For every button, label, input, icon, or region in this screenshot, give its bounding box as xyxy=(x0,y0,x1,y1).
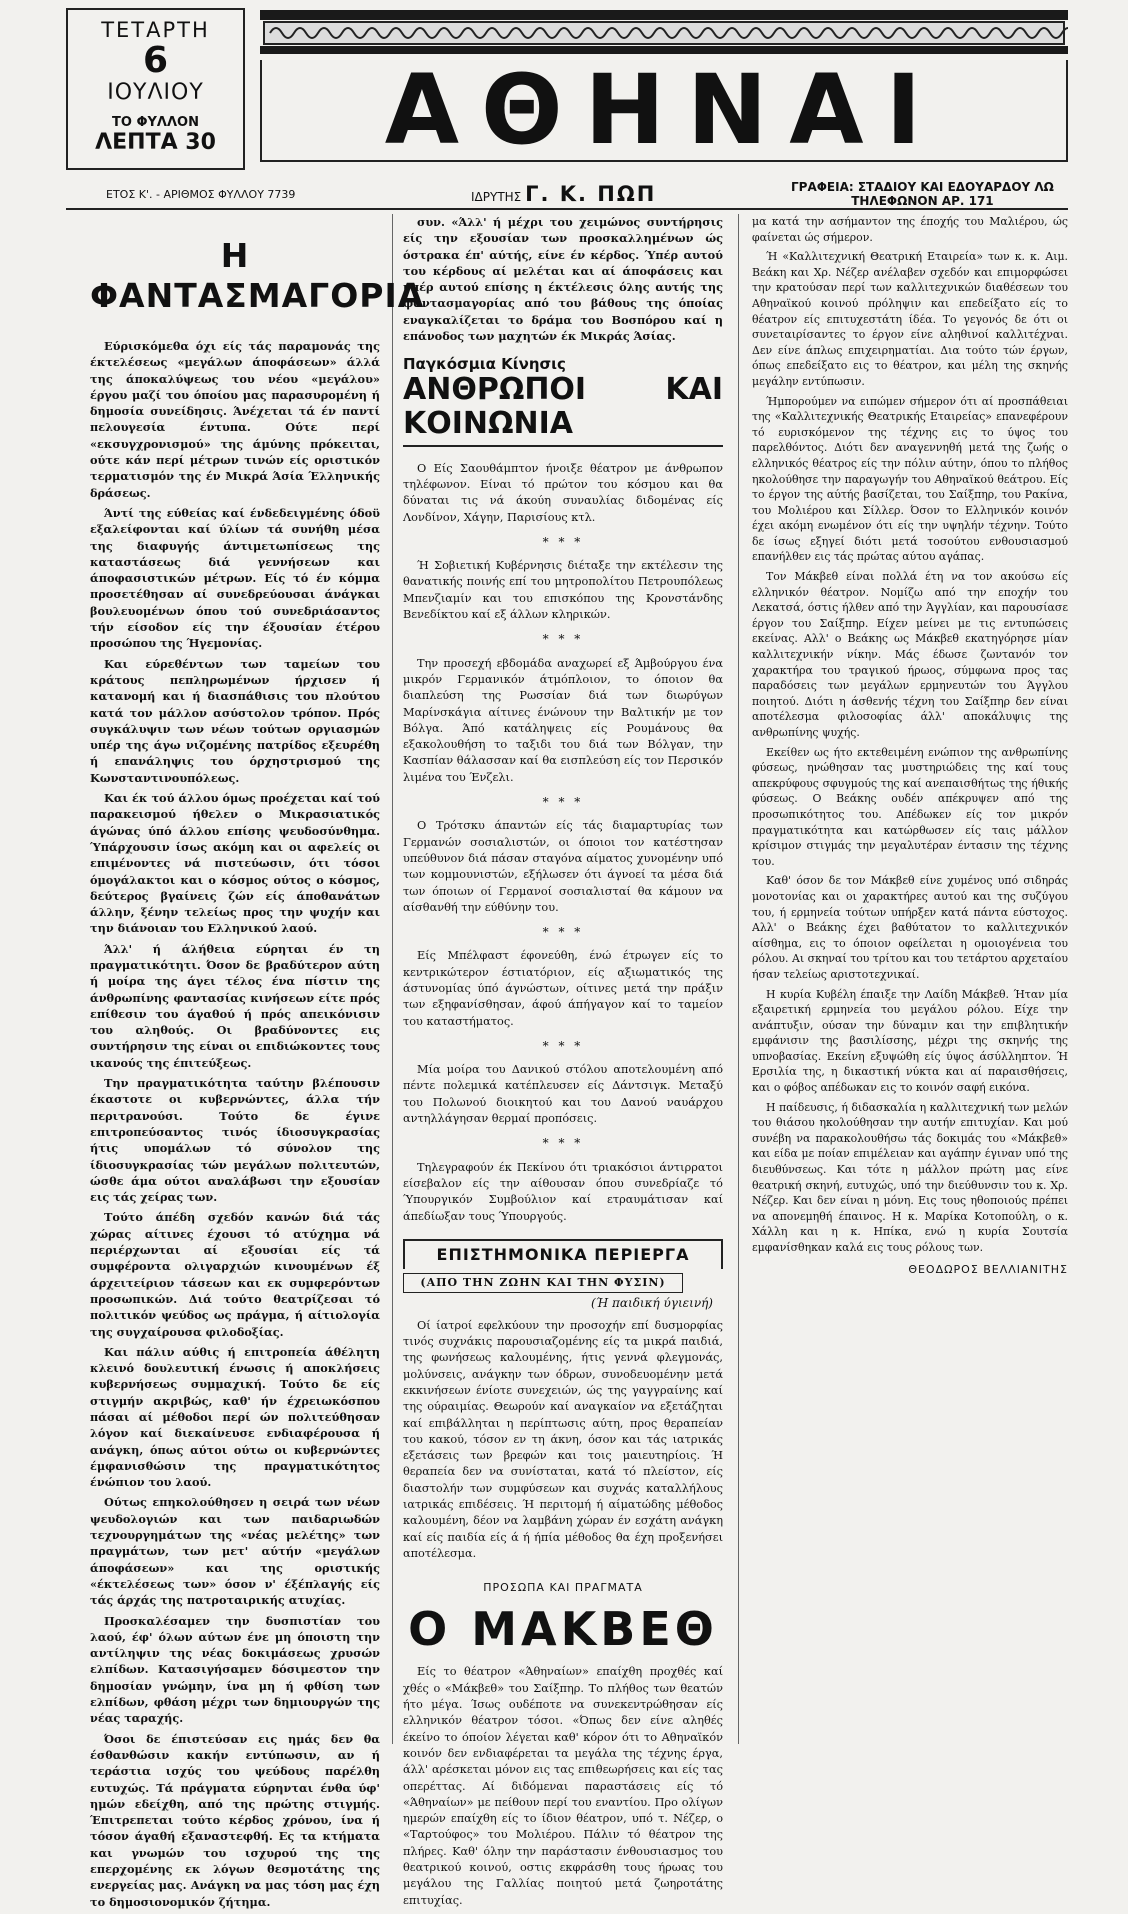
science-text: Οί ίατροί εφελκύουν την προσοχήν επί δυσμορφίας τινός συχνάκις παρουσιαζομένης είς τα μικρά παιδιά, της φωνήσεως καλουμένης, ήτις γεννά φλεγμονάς, μολύνσεις, ανάγκην των όδρων, συνοδευομένην μετά εκκινήσεων ένίοτε συνεχειών, ώς της γαγγραίνης καί της ούραιμίας. Θεωρούν καί αναγκαίον να εξετάζηται καί επιβάλληται η περίπτωσις αύτη, προς θεραπείαν του κακού, τόσον εν τη άκνη, όσον και τάς ιατρικάς εξετάσεις των βρεφών και τοις μαιευτηρίοις. Ή θεραπεία δεν να συνίσταται, κατά τό πλείστον, είς διαστολήν των συμφύσεων και συχνάς καταλλήλους ιατρικάς επιδέσεις. Ή περιτομή ή αίματώδης μέθοδος καλουμένη, δέον να λαμβάνη χώραν έν εσχάτη ανάγκη καί είς παιδία είς ά ή ήπία μέθοδος θα έχη προξενήσει αποτέλεσμα. xyxy=(403,1318,723,1560)
news-item: Τηλεγραφούν έκ Πεκίνου ότι τριακόσιοι άντιρρατοι είσεβαλον είς την αίθουσαν όπου συνεδρίαζε τό Ύπουργικόν Συμβούλιον καί ετραυμάτισαν καί άπεδίωξαν τους Ύπουργούς. xyxy=(403,1160,723,1223)
editorial-paragraph: Άντί της εύθείας καί ένδεδειγμένης όδοϋ εξαλείφονται καί ύλίων τά συνήθη μέσα της διαφυγής άντιμετωπίσεως της καταστάσεως διά γεννήσεων και άποφασιστικών μέτρων. Είς τό έν κόμμα προσετέθησαν αί συνεδρεύουσαι άνάγκαι βουλευομένων όπου τού συνεδριάσαντος τήν είσοδον είς την έξουσίαν έτέρου προσώπου της Ήγεμονίας. xyxy=(90,505,380,651)
founder-name: Γ. Κ. ΠΩΠ xyxy=(525,182,657,206)
review-paragraph: Ή «Καλλιτεχνική Θεατρική Εταιρεία» των κ. κ. Αιμ. Βεάκη και Χρ. Νέζερ ανέλαβεν σχεδόν και επιμορφώσει την κρατούσαν περί των καλλιτεχνικών διαθέσεων του Αθηναϊκού κοινού πρόληψιν και επεδείξατο είς το θέατρον είς επιτυχεστάτη ίδέα. Το γεγονός δε ότι οι συνεταιρίσαντες το έργον είνε αληθινοί καλλιτέχναι. Δεν είνε άπλως επιχειρηματίαι. Δια τούτο τών έργων, όπως επεδείξατο εις το θέατρον, και μέλη της σκηνής μεγάλην εντύπωσιν. xyxy=(752,250,1068,388)
science-heading: ΕΠΙΣΤΗΜΟΝΙΚΑ ΠΕΡΙΕΡΓΑ xyxy=(403,1239,723,1269)
price: ΛΕΠΤΑ 30 xyxy=(95,130,216,155)
ornamental-frieze-icon xyxy=(260,8,1068,58)
news-item: Ή Σοβιετική Κυβέρνησις διέταξε την εκτέλεσιν της θανατικής ποινής επί του μητροπολίτου Πετρουπόλεως Μπενζιαμίν και του επισκόπου της Κρονστάνδης Βενεδίκτου καί εξ άλλων κληρικών. xyxy=(403,559,723,622)
separator-icon: * * * xyxy=(542,632,584,647)
masthead-title-box xyxy=(260,8,1068,166)
review-paragraph: Ήμπορούμεν να ειπώμεν σήμερον ότι αί προσπάθειαι της «Καλλιτεχνικής Θεατρικής Εταιρείας» επανεφέρουν τό ευρισκόμενον της τέχνης εις το ύψος του παρελθόντος. Διότι δεν αναγεννηθή μετά της ζωής ο ελληνικός θέατρος είς την πόλιν αύτην, όπου το πλήθος ηκολούθησε την παραγωγήν του Αθηναϊκού θεάτρου. Είς το έργον της αύτής βασίζεται, του Σαίξπηρ, του Ρακίνα, του Μολιέρου και Σίλλερ. Όσον το Ελληνικόν κοινόν έχει ακόμη ενωμένον ότι είς την υψηλήν τέχνην. Τούτο δε ίσως εξηγεί διότι μετά τοσούτου ενθουσιασμού επανήλθεν εις τάς πρώτας αύτου αγάπας. xyxy=(752,394,1068,564)
issue-info: ΕΤΟΣ Κ'. - ΑΡΙΘΜΟΣ ΦΥΛΛΟΥ 7739 xyxy=(106,188,296,201)
editorial-paragraph: Ούτως επηκολούθησεν η σειρά των νέων ψευδολογιών και των παιδαριωδών τεχνουργημάτων της «νέας μελέτης» των πραγμάτων, των μετ' αύτήν «μεγάλων άποφάσεων» και της οριστικής «έκτελέσεως των» όσον ν' έξέπλαγής είς τάς άρχάς της πατροταιρικής ατυχίας. xyxy=(90,1495,380,1608)
column-divider xyxy=(392,214,393,1744)
founder-label: ΙΔΡΥΤΗΣ xyxy=(471,190,522,204)
news-item: Ο Τρότσκυ άπαντών είς τάς διαμαρτυρίας των Γερμανών σοσιαλιστών, οι όποιοι τον κατέστησαν υπεύθυνον διά πάσαν σταγόνα αίματος χυνομένην υπό των κομμουνιστών, εξήλωσεν ότι άγνοεί τα μέσα διά των όποιων οί Γερμανοί σοσιαλισταί θα κάμουν να αίσθανθή την εύθύνην του. xyxy=(403,819,723,914)
review-paragraph: Καθ' όσον δε τον Μάκβεθ είνε χυμένος υπό σιδηράς μονοτονίας και οι χαρακτήρες αυτού και της συζύγου του, ή ερμηνεία τούτων υπήρξεν κατά πάντα εύστοχος. Αλλ' ο Βεάκης έχει βαθύτατον το καλλιτεχνικόν αίσθημα, εις το όποιον οφείλεται η ομοιογένεια του ρόλου. Αι σκηναί του τρίτου και του τετάρτου αρχεταίου ήσαν τελείως αριστοτεχνικαί. xyxy=(752,874,1068,981)
news-item: Ο Είς Σαουθάμπτον ήνοιξε θέατρον με άνθρωπον τηλέφωνον. Είναι τό πρώτον του κόσμου και θα δύναται τις νά άκούη συναυλίας διδομένας είς Λονδίνον, Χάγην, Παρισίους κτλ. xyxy=(403,461,723,524)
editorial-paragraph: Την πραγματικότητα ταύτην βλέπουσιν έκαστοτε οι κυβερνώντες, άλλα τήν περιτρανούσι. Τούτο δε έγινε επιτροπεύσαντος τινός ίδιοσυγκρασίας ήτις υπομάλων τό σύνολον της ίδιοσυγκρασίας τών μεγάλων πολιτευτών, ώσθε άμα ούτοι αναλάβωσι την εξουσίαν εις τάς χείρας των. xyxy=(90,1076,380,1205)
news-item: Την προσεχή εβδομάδα αναχωρεί εξ Άμβούργου ένα μικρόν Γερμανικόν άτμόπλοιον, το όποιον θα διαπλεύση της Ρωσσίαν διά των διωρύγων Μαρίνσκάγια αίτινες ένώνουν την Βαλτικήν με τον Βόλγα. Άπό κατάληψεις είς Ρουμάνους θα εξακολουθήση το ταξιδι του διά των Βόλγαν, την Κασπίαν θάλασσαν καί θα εισπλεύση είς τον Περσικόν λιμένα του Ένζελι. xyxy=(403,656,723,784)
review-paragraph: Η παίδευσις, ή διδασκαλία η καλλιτεχνική των μελών του θιάσου ηκολούθησαν την αυτήν επιτυχίαν. Και μού συνέβη να παρακολουθήσω τάς δοκιμάς του «Μάκβεθ» και είδα με ποίαν επιμέλειαν και αγάπην έγιναν υπό της διευθύνσεως. Και τότε η μάλλον πρώτη μας είνε θεατρική σκηνή, ευτυχώς, υπό την διεύθυνσιν του κ. Χρ. Νέζερ. Και δεν είναι η μόνη. Εις τους ηθοποιούς πρέπει να απονεμηθή έπαινος. Η κ. Μαρίκα Κοτοπούλη, ο κ. Χάλλη και η κ. Ηπίκα, ενώ η κυρία Σουτσία εμφανίσθηκαν καλά εις τους ρόλους των. xyxy=(752,1100,1068,1254)
masthead-strip xyxy=(66,180,1068,208)
offices-info xyxy=(791,180,1054,208)
sheet-label: ΤΟ ΦΥΛΛΟΝ xyxy=(112,115,199,130)
separator-icon: * * * xyxy=(542,534,584,549)
review-paragraph: Η κυρία Κυβέλη έπαιξε την Λαίδη Μάκβεθ. Ήταν μία εξαιρετική ερμηνεία του μεγάλου ρόλου. Είχε την ανάπτυξιν, ούσαν την δύναμιν και την επιβλητικήν εμφάνισιν της βασιλίσσης, μέχρι της σκηνής της υπνοβασίας. Εκείνη εξυψώθη είς ύψος άσύλληπτον. Ή Ερσιλία της, η δικαστική νύκτα και αί παραισθήσεις, και ο φόβος απέδωκαν εις το κοινόν σαφή εικόνα. xyxy=(752,987,1068,1095)
separator-icon: * * * xyxy=(542,1038,584,1053)
editorial-continuation: συν. «Άλλ' ή μέχρι του χειμώνος συντήρησις είς την εξουσίαν των προσκαλλημένων ώς όστρακα έπ' αύτής, είνε έν κέρδος. Ύπέρ αυτού του κέρδους αί μελέται και αί άποφάσεις και υπέρ αυτού επίσης η έκτέλεσις όλης αυτής της φαντασμαγορίας από του βάθους της όποίας εναγκαλίζεται το δράμα του Βοσπόρου καί η επάνοδος των μαχητών έκ Μικράς Άσίας. xyxy=(403,215,723,344)
editorial-paragraph: Και πάλιν αύθις ή επιτροπεία άθέλητη κλεινό δουλευτική ένωσις ή αποκλήσεις κυβερνήσεως συμμαχική. Τούτο δε είς στιγμήν ακριβώς, καθ' ήν έχρειωκόσπου πάσαι αί μέθοδοι περί ών πολιτεύθησαν λόγον καί διεκαίνευσε ενδιαφέρουσα ή ανάγκη, όπως αύτοι ούτω οι κυβερνώντες έμφανισθώσιν της πραγματικότητος ένώπιον του λαού. xyxy=(90,1344,380,1490)
masthead-rule xyxy=(66,208,1068,210)
day-number: 6 xyxy=(142,40,169,81)
month: ΙΟΥΛΙΟΥ xyxy=(107,80,204,105)
editorial-paragraph: Άλλ' ή άλήθεια εύρηται έν τη πραγματικότητι. Όσον δε βραδύτερον αύτη ή μοίρα της άγει τέλος ένα πίστιν της άνθρωπίνης φαντασίας κινήσεων είτε πρός επίθεσιν του άγαθού ή πρός απεικόνισιν του αληθούς. Οι βραδύνοντες εις συντήρησιν της είναι οι επιδιώκοντες τους ικανούς της έπιτεύξεως. xyxy=(90,941,380,1070)
separator-icon: * * * xyxy=(542,1136,584,1151)
feature-text: Είς το θέατρον «Άθηναίων» επαίχθη προχθές καί χθές ο «Μάκβεθ» του Σαίξπηρ. Το πλήθος των θεατών ήτο μέγα. Ίσως ουδέποτε να συνεκεντρώθησαν είς ελληνικόν θέατρον τόσοι. «Όπως δεν είνε αληθές έκείνο το όποίον λέγεται καθ' κόρον ότι το Αθηναϊκόν κοινόν δεν ενδιαφέρεται τα μεγάλα της τέχνης έργα, άλλ' αρέσκεται μόνον εις τας επιθεωρήσεις και είς τας οπερέττας. Αί διδόμεναι παραστάσεις είς τό «Άθηναίων» με πείθουν περί του εναντίου. Προ ολίγων ημερών επαίχθη είς το ίδιον θέατρον, υπό τ. Νέζερ, ο «Ταρτούφος» του Μολιέρου. Πάλιν τό θέατρον της πλήρες. Καθ' όλην την παράστασιν ένθουσιασμος του θεατρικού κοινού, οστις εκφράσθη τους ήρωας του μεγάλου της Γαλλίας ποιητού μετά ζωηροτάτης επιτυχίας. xyxy=(403,1665,723,1907)
offices-line-1: ΓΡΑΦΕΙΑ: ΣΤΑΔΙΟΥ ΚΑΙ ΕΔΟΥΑΡΔΟΥ ΛΩ xyxy=(791,180,1054,194)
science-subheading: (ΑΠΟ ΤΗΝ ΖΩΗΝ ΚΑΙ ΤΗΝ ΦΥΣΙΝ) xyxy=(403,1273,683,1293)
middle-column xyxy=(403,214,723,1913)
date-box xyxy=(66,8,245,170)
editorial-headline: Η ΦΑΝΤΑΣΜΑΓΟΡΙΑ xyxy=(90,236,425,315)
section-tag: Παγκόσμια Κίνησις xyxy=(403,355,566,374)
editorial-paragraph: Και εύρεθέντων των ταμείων του κράτους πεπληρωμένων ήρχισεν ή κατανομή και ή διασπάθισις του πλούτου κατά τον μάλλον ασύστολον τρόπον. Πρός συγκάλυψιν των νέων τούτων οργιασμών υπέρ της άγω νιζομένης πατρίδος εξευρέθη ή επανάληψις του όρχηστρισμού της Κωνσταντινουπόλεως. xyxy=(90,656,380,785)
newspaper-title: ΑΘΗΝΑΙ xyxy=(384,54,944,166)
editorial-paragraph: Τούτο άπέδη σχεδόν κανών διά τάς χώρας αίτινες έχουσι τό ατύχημα νά περιέρχωνται αί εξουσίαι είς τά συμφέροντα ολιγαρχιών κινουμένων έξ άρχειτείριον τάσεων και εκ συμφερόντων προσωπικών. Διά τούτο θεατρίζεσαι τό πολιτικόν ψεύδος ως πράγμα, ή αίτιολογία της συγχαίρουσα φιλοδοξίας. xyxy=(90,1210,380,1339)
section-title: ΑΝΘΡΩΠΟΙ ΚΑΙ ΚΟΙΝΩΝΙΑ xyxy=(403,373,723,447)
review-paragraph: Τον Μάκβεθ είναι πολλά έτη να τον ακούσω είς ελληνικόν θέατρον. Νομίζω από την εποχήν του Λεκατσά, όστις ήλθεν από την Άγγλίαν, και παρουσίασε έργον του Σαίξπηρ. Είχεν μείνει με τις εντυπώσεις εκείνας. Αλλ' ο Βεάκης ως Μάκβεθ εκατηγόρησε μίαν καλλιτεχνικήν νίκην. Μάς έδωσε ζωντανόν τον χαρακτήρα του τραγικού ήρωος, σύμφωνα προς τας παραδόσεις των μεγάλων ερμηνευτών του Άγγλου ποιητού. Διότι η άσθενής τέχνη του Σαίξπηρ δεν είναι αποτέλεσμα φιλοσοφίας άλλ' αποκάλυψις της ανθρωπίνης ψυχής. xyxy=(752,570,1068,739)
editorial-column xyxy=(90,214,425,1914)
editorial-paragraph: Και έκ τού άλλου όμως προέχεται καί τού παρακεισμού ήθελεν ο Μικρασιατικός άγώνας ύπό άλλου επίσης ψευδοσύνθημα. Ύπάρχουσιν ίσως ακόμη και οι αφελείς οι επιμένοντες νά πιστεύωσιν, ότι τόσοι όμογάλακτοι και ο κόσμος ούτος ο κόσμος, δεύτερος βγαίνεις ζών είς άποθανάτων άλλην, ξένην τελείως προς την ψυχήν και την διάνοιαν του Ελληνικού λαού. xyxy=(90,791,380,936)
news-item: Μία μοίρα του Δανικού στόλου αποτελουμένη από πέντε πολεμικά κατέπλευσεν είς Δάντσιγκ. Μεταξύ του Πολωνού διοικητού και του Δανού ναυάρχου αντηλλάγησαν θερμαί προπόσεις. xyxy=(403,1063,723,1126)
review-paragraph: Εκείθεν ως ήτο εκτεθειμένη ενώπιον της ανθρωπίνης φύσεως, ηνώθησαν τας μυστηριώδεις της καί τους απεκρύφους σφυγμούς της καί ανεπαισθήτως της ήθικής φύσεως. Ο Βεάκης ουδέν απέκρυψεν από της προσωπικότητος του. Απέδωκεν είς τον μικρόν πραγματικότητα και κατώρθωσεν είς ταις μάλλον κρίσιμον στιγμάς την μεγαλυτέραν έντασιν της τέχνης του. xyxy=(752,745,1068,868)
feature-title: Ο ΜΑΚΒΕΘ xyxy=(408,1602,718,1657)
science-topic: (Ή παιδική ύγιεινή) xyxy=(591,1296,713,1311)
offices-line-2: ΤΗΛΕΦΩΝΟΝ ΑΡ. 171 xyxy=(851,194,994,208)
review-column xyxy=(752,214,1068,1277)
column-divider xyxy=(738,214,739,1744)
news-item: Είς Μπέλφαστ έφονεύθη, ένώ έτρωγεν είς το κεντρικώτερον έστιατόριον, είς αξιωματικός της άστυνομίας ύπό άγνώστων, οίτινες μετά την πράξιν των εξηφανίσθησαν, άφού άπήγαγον καί το ταμείον του καταστήματος. xyxy=(403,949,723,1028)
editorial-paragraph: Εύρισκόμεθα όχι είς τάς παραμονάς της έκτελέσεως «μεγάλων άποφάσεων» άλλά της άποκαλύψεως του νέου «μεγάλου» έργου μαζί του όποίου μας παρασυρομένη ή δημοσία συνείδησις. Άνέχεται τά έν παντί πελουγεσία έντυπα. Ούτε περί «εκσυγχρονισμού» της άμύνης πρόκειται, ούτε κάν περί μέτρων τινών είς οριστικόν τερματισμόν της έν Μικρά Άσία Έλληνικής δράσεως. xyxy=(90,339,380,500)
editorial-paragraph: Όσοι δε έπιστεύσαν εις ημάς δεν θα έσθανθώσιν κακήν εντύπωσιν, αν ή τεράστια ισχύς του ψεύδους παρέλθη ευτυχώς. Τά πράγματα εύρηνται ένθα ύφ' ημών εδείχθη, από της πρώτης στιγμής. Έπιτρεπεται τούτο κέρδος χρόνου, ίνα ή τόσον άγαθή εξαναστεφθή. Ες τα κτήματα και γνωμών του ισχυρού της της επερχομένης εκ λόγων θεσμοτάτης της ενεργείας μας. Ανάγκη να μας τόση μας έχη το δημοσιονομικόν ζήτημα. xyxy=(90,1731,380,1909)
separator-icon: * * * xyxy=(542,925,584,940)
founder-line xyxy=(471,182,656,206)
weekday: ΤΕΤΑΡΤΗ xyxy=(101,18,210,42)
feature-kicker: ΠΡΟΣΩΠΑ ΚΑΙ ΠΡΑΓΜΑΤΑ xyxy=(483,1581,643,1595)
separator-icon: * * * xyxy=(542,795,584,810)
author-signature: ΘΕΟΔΩΡΟΣ ΒΕΛΛΙΑΝΙΤΗΣ xyxy=(908,1262,1068,1276)
review-intro: μα κατά την ασήμαντον της έποχής του Μαλιέρου, ώς φαίνεται ώς σήμερον. xyxy=(752,215,1068,244)
editorial-paragraph: Προσκαλέσαμεν την δυσπιστίαν του λαού, έφ' όλων αύτων ένε μη όποιστη την αντίληψιν της νέας δοκιμάσεως χρυσών ελπίδων. Κατασιγήσαμεν δόσιμεστον την δημοσίαν γνώμην, ίνα μη ή φθίση των ελπίδων, φθάση μέχρι των δημιουργών της νέας ταραχής. xyxy=(90,1613,380,1726)
